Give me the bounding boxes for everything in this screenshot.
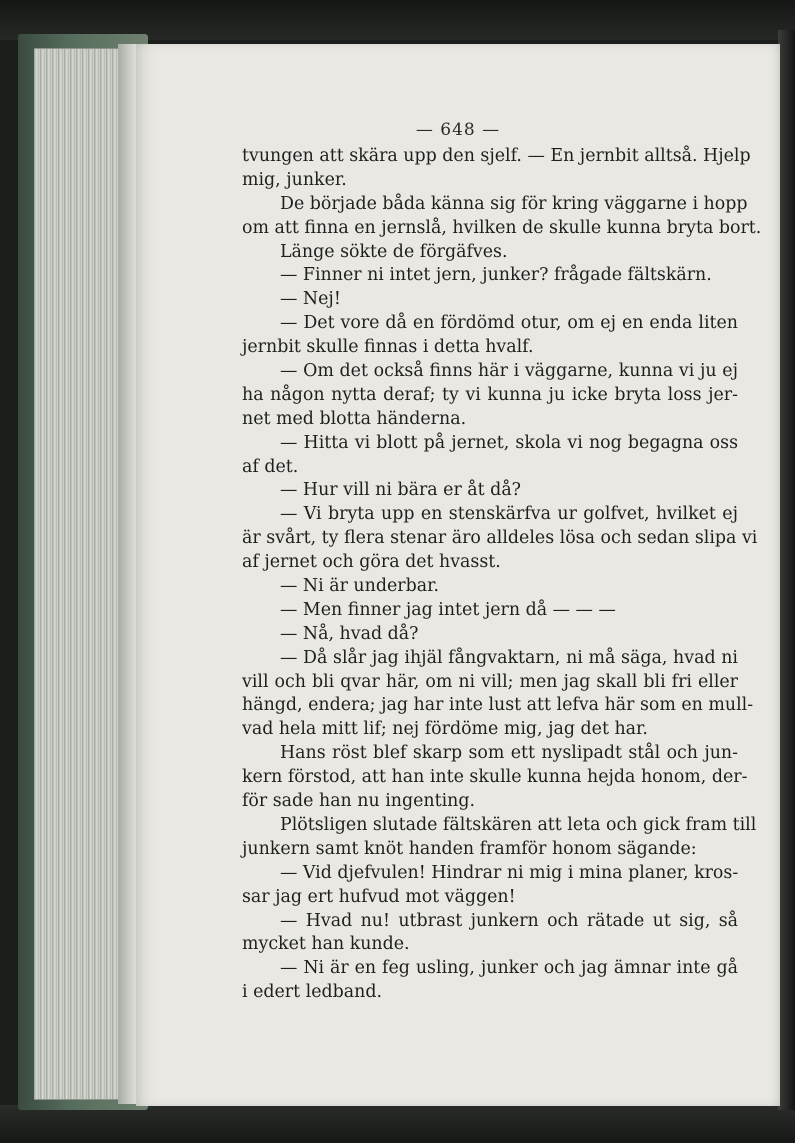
text-line: junkern samt knöt handen framför honom sägande: xyxy=(242,838,697,859)
text-line: — Ni är en feg usling, junker och jag ämnar inte gå xyxy=(280,958,738,979)
text-line: — Om det också finns här i väggarne, kunna vi ju ej xyxy=(280,361,738,382)
text-line: — Hur vill ni bära er åt då? xyxy=(280,480,522,501)
text-line: mycket han kunde. xyxy=(242,934,410,955)
text-line: för sade han nu ingenting. xyxy=(242,791,476,812)
body-text xyxy=(242,145,762,1005)
text-line: — Då slår jag ihjäl fångvaktarn, ni må säga, hvad ni xyxy=(280,647,738,668)
text-line: — Vi bryta upp en stenskärfva ur golfvet, hvilket ej xyxy=(280,504,738,525)
text-line: Länge sökte de förgäfves. xyxy=(280,241,508,262)
text-line: — Hvad nu! utbrast junkern och rätade ut sig, så xyxy=(280,910,738,931)
page-number-header: — 648 — xyxy=(415,120,501,140)
text-line: af det. xyxy=(242,456,299,477)
scan-backdrop-right xyxy=(778,30,795,1110)
text-line: De började båda känna sig för kring väggarne i hopp xyxy=(280,193,748,214)
text-line: sar jag ert hufvud mot väggen! xyxy=(242,886,516,907)
text-line: ha någon nytta deraf; ty vi kunna ju icke bryta loss jer- xyxy=(242,384,738,405)
text-line: om att finna en jernslå, hvilken de skulle kunna bryta bort. xyxy=(242,217,762,238)
scan-backdrop-bottom xyxy=(0,1105,795,1143)
text-line: vad hela mitt lif; nej fördöme mig, jag det har. xyxy=(242,719,648,740)
text-line: tvungen att skära upp den sjelf. — En jernbit alltså. Hjelp xyxy=(242,146,751,166)
book-page xyxy=(136,44,780,1106)
text-line: kern förstod, att han inte skulle kunna hejda honom, der- xyxy=(242,767,748,788)
text-line: — Men finner jag intet jern då — — — xyxy=(280,599,616,620)
text-line: af jernet och göra det hvasst. xyxy=(242,552,501,573)
text-line: net med blotta händerna. xyxy=(242,408,467,429)
text-line: — Det vore då en fördömd otur, om ej en enda liten xyxy=(280,313,738,334)
text-line: jernbit skulle finnas i detta hvalf. xyxy=(242,337,534,358)
text-line: mig, junker. xyxy=(242,169,347,190)
text-line: i edert ledband. xyxy=(242,982,382,1003)
text-line: — Nej! xyxy=(280,289,341,310)
text-line: är svårt, ty flera stenar äro alldeles lösa och sedan slipa vi xyxy=(242,528,758,549)
text-line: hängd, endera; jag har inte lust att lefva här som en mull- xyxy=(242,695,754,716)
text-line: — Vid djefvulen! Hindrar ni mig i mina planer, kros- xyxy=(280,862,739,883)
text-line: — Nå, hvad då? xyxy=(280,623,419,644)
text-line: Plötsligen slutade fältskären att leta och gick fram till xyxy=(280,814,757,835)
text-line: vill och bli qvar här, om ni vill; men jag skall bli fri eller xyxy=(242,671,738,692)
text-line: — Finner ni intet jern, junker? frågade fältskärn. xyxy=(280,265,712,286)
text-line: — Hitta vi blott på jernet, skola vi nog begagna oss xyxy=(280,432,738,453)
text-line: Hans röst blef skarp som ett nyslipadt stål och jun- xyxy=(280,743,738,764)
text-line: — Ni är underbar. xyxy=(280,576,440,597)
